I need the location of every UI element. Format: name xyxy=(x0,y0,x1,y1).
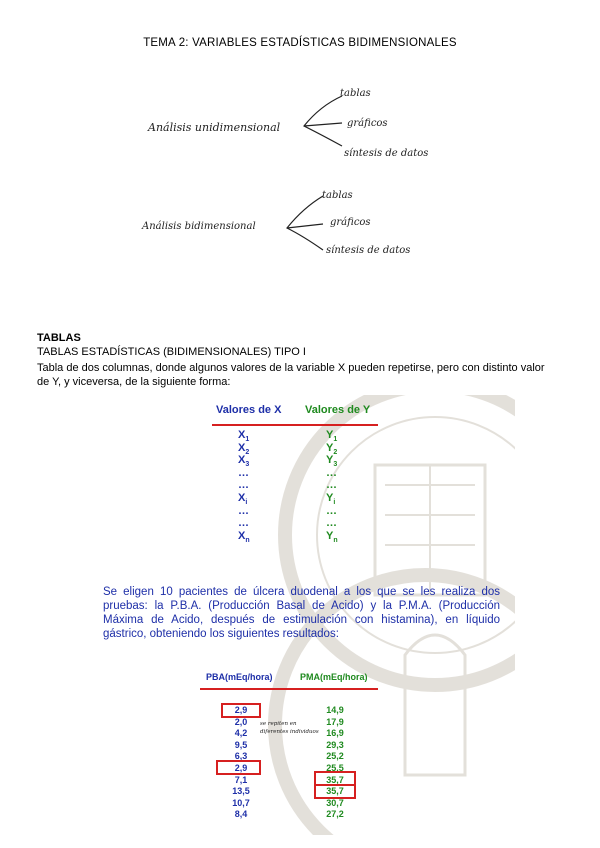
pma-value: 17,9 xyxy=(326,716,344,727)
table1-x-cell: … xyxy=(238,466,249,479)
diagram1-label: Análisis unidimensional xyxy=(148,121,281,134)
header-valores-x: Valores de X xyxy=(216,404,282,416)
highlight-box-pma-8 xyxy=(314,784,356,799)
table1-x-cell: … xyxy=(238,504,249,517)
table1-x-cell: $X_n$ xyxy=(238,529,250,544)
pma-value: 25,2 xyxy=(326,751,344,762)
diagram2-branch-graficos: gráficos xyxy=(330,217,371,228)
example-text: Se eligen 10 pacientes de úlcera duodenal a los que se les realiza dos pruebas: la P.B.A. (Producción Basal de Acido) y la P.M.A. (Producción Máxima de Acido, después de estimulación con histamina), en líquido gástrico, obteniendo los siguientes resultados: xyxy=(103,586,500,640)
section-subheading: TABLAS ESTADÍSTICAS (BIDIMENSIONALES) TIPO I xyxy=(37,346,306,358)
table1-x-cell: … xyxy=(238,517,249,530)
table1-y-cell: $Y_n$ xyxy=(326,529,338,544)
section-paragraph: Tabla de dos columnas, donde algunos valores de la variable X pueden repetirse, pero con distinto valor de Y, y viceversa, de la siguiente forma: xyxy=(37,362,545,388)
pba-value: 7,1 xyxy=(234,774,248,785)
repeat-note: se repiten en diferentes individuos xyxy=(260,721,319,735)
pba-value: 9,5 xyxy=(234,739,248,750)
diagram2-label: Análisis bidimensional xyxy=(142,221,256,232)
header-underline xyxy=(212,424,378,426)
pba-value: 2,9 xyxy=(234,705,248,715)
diagram1-branch-tablas: tablas xyxy=(340,88,371,99)
section-heading: TABLAS xyxy=(37,332,81,344)
pba-value: 13,5 xyxy=(232,786,250,797)
table1-y-cell: … xyxy=(326,504,337,517)
page-title: TEMA 2: VARIABLES ESTADÍSTICAS BIDIMENSIONALES xyxy=(143,37,457,49)
table1-y-cell: $Y_1$ xyxy=(326,429,338,444)
pma-value: 30,7 xyxy=(326,797,344,808)
highlight-box-pba-1 xyxy=(221,703,261,718)
table1-y-cell: $Y_2$ xyxy=(326,441,338,456)
pma-value: 35,7 xyxy=(326,786,344,797)
table1-y-cell: … xyxy=(326,479,337,492)
pma-value: 35,7 xyxy=(326,774,344,785)
pma-value: 27,2 xyxy=(326,809,344,820)
pba-value: 2,9 xyxy=(234,763,248,773)
diagram2-branch-sintesis: síntesis de datos xyxy=(326,245,411,256)
diagram1-brace xyxy=(298,92,348,162)
table1-x-cell: … xyxy=(238,479,249,492)
table1-y-cell: … xyxy=(326,466,337,479)
pba-value: 8,4 xyxy=(234,809,248,820)
pma-value: 29,3 xyxy=(326,739,344,750)
pba-value: 6,3 xyxy=(234,751,248,762)
diagram1-branch-graficos: gráficos xyxy=(347,118,388,129)
table1-x-cell: $X_i$ xyxy=(238,492,248,507)
pma-value: 16,9 xyxy=(326,728,344,739)
table1-y-cell: $Y_3$ xyxy=(326,454,338,469)
pba-value: 4,2 xyxy=(234,728,248,739)
table2-underline xyxy=(200,688,378,690)
table1-x-cell: $X_1$ xyxy=(238,429,250,444)
header-pba: PBA(mEq/hora) xyxy=(206,672,273,682)
diagram1-branch-sintesis: síntesis de datos xyxy=(344,148,429,159)
table1-x-cell: $X_3$ xyxy=(238,454,250,469)
header-pma: PMA(mEq/hora) xyxy=(300,672,368,682)
pma-value: 25,5 xyxy=(326,763,344,773)
pba-value: 10,7 xyxy=(232,797,250,808)
table1-x-cell: $X_2$ xyxy=(238,441,250,456)
table1-y-cell: $Y_i$ xyxy=(326,492,336,507)
table1-y-cell: … xyxy=(326,517,337,530)
pba-value: 2,0 xyxy=(234,716,248,727)
header-valores-y: Valores de Y xyxy=(305,404,371,416)
highlight-box-pba-6 xyxy=(216,760,261,775)
diagram2-branch-tablas: tablas xyxy=(322,190,353,201)
pma-value: 14,9 xyxy=(326,705,344,715)
